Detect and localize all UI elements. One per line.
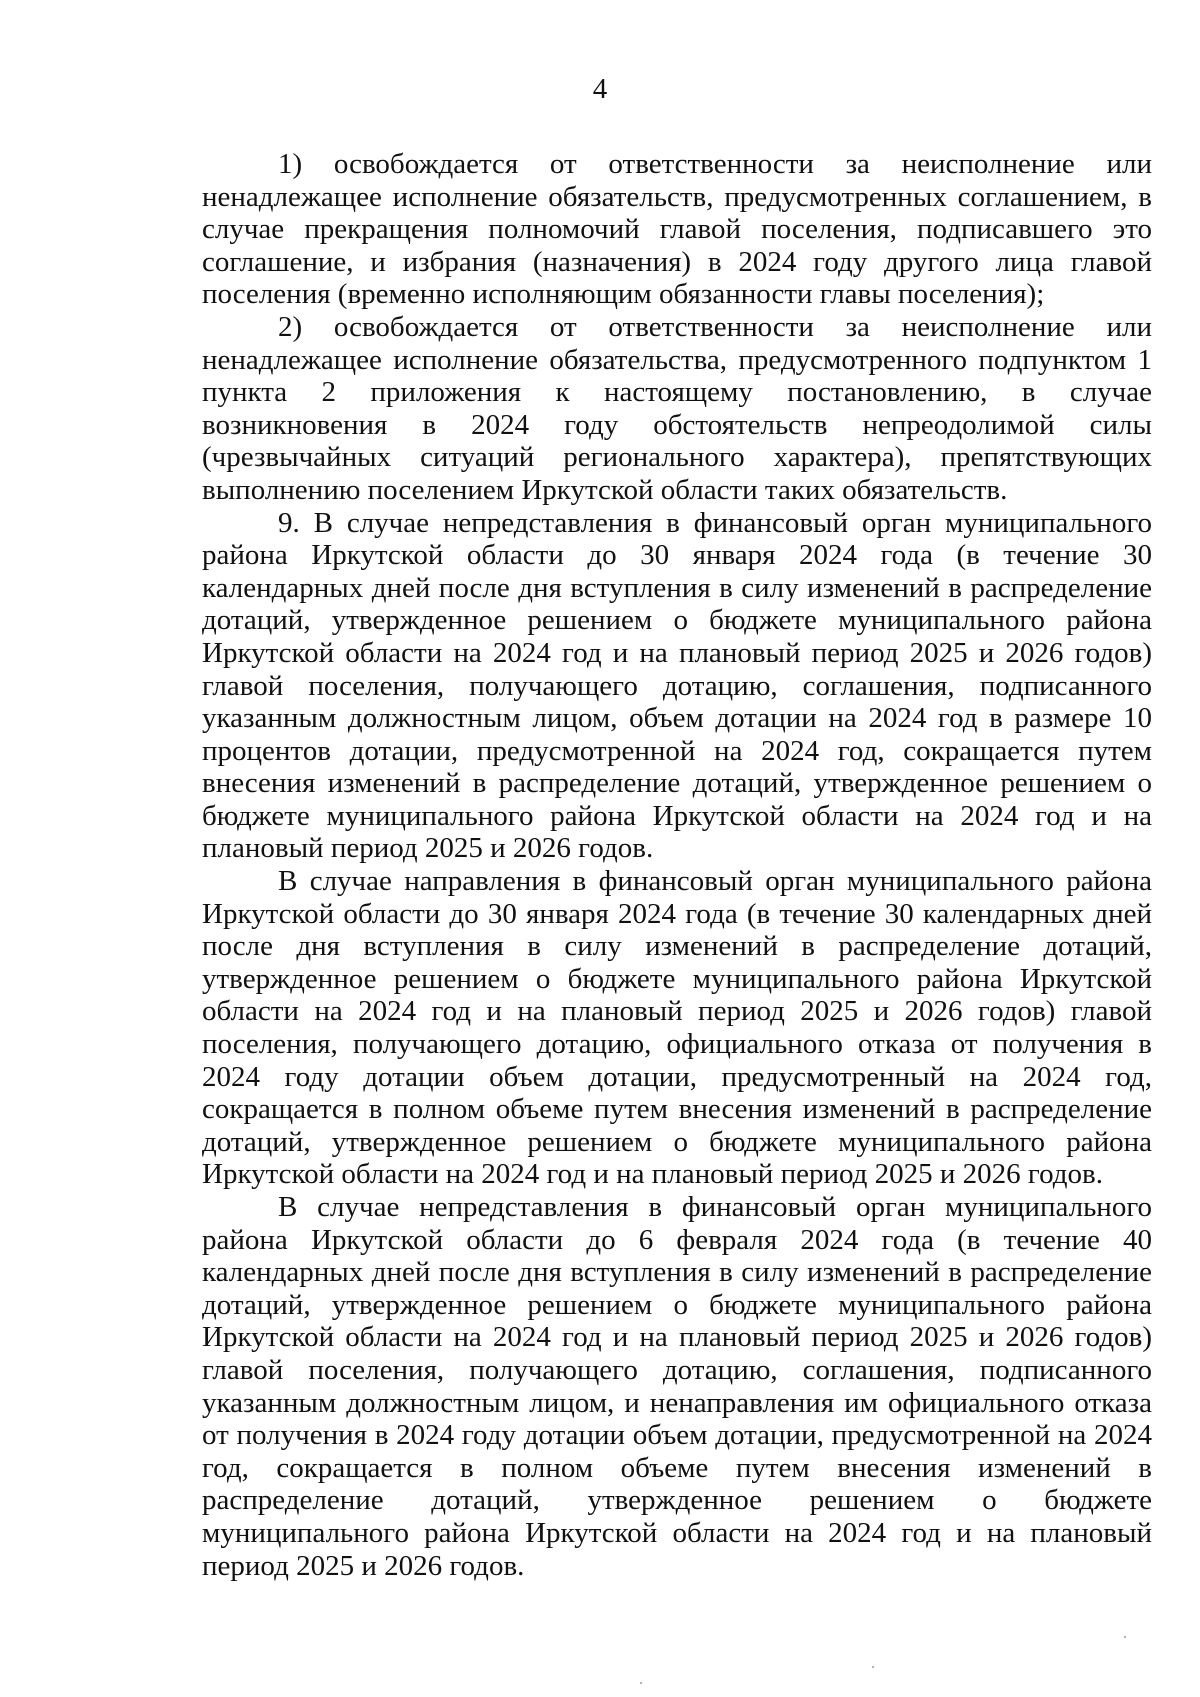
page-number: 4 bbox=[592, 73, 608, 105]
paragraph-non-submission-case: В случае непредставления в финансовый орган муниципального района Иркутской области до 6 февраля 2024 года (в течение 40 календарных дней после дня вступления в силу изменений в распределение дотаций, утвержденное решением о бюджете муниципального района Иркутской области на 2024 год и на плановый период 2025 и 2026 годов) главой поселения, получающего дотацию, соглашения, подписанного указанным должностным лицом, и ненаправления им официального отказа от получения в 2024 году дотации объем дотации, предусмотренной на 2024 год, сокращается в полном объеме путем внесения изменений в распределение дотаций, утвержденное решением о бюджете муниципального района Иркутской области на 2024 год и на плановый период 2025 и 2026 годов. bbox=[202, 1191, 1152, 1582]
paragraph-item-1: 1) освобождается от ответственности за неисполнение или ненадлежащее исполнение обязательств, предусмотренных соглашением, в случае прекращения полномочий главой поселения, подписавшего это соглашение, и избрания (назначения) в 2024 году другого лица главой поселения (временно исполняющим обязанности главы поселения); bbox=[202, 148, 1152, 311]
scan-speck bbox=[872, 1666, 874, 1668]
scan-speck bbox=[640, 1682, 642, 1684]
paragraph-refusal-case: В случае направления в финансовый орган муниципального района Иркутской области до 30 января 2024 года (в течение 30 календарных дней после дня вступления в силу изменений в распределение дотаций, утвержденное решением о бюджете муниципального района Иркутской области на 2024 год и на плановый период 2025 и 2026 годов) главой поселения, получающего дотацию, официального отказа от получения в 2024 году дотации объем дотации, предусмотренный на 2024 год, сокращается в полном объеме путем внесения изменений в распределение дотаций, утвержденное решением о бюджете муниципального района Иркутской области на 2024 год и на плановый период 2025 и 2026 годов. bbox=[202, 865, 1152, 1191]
paragraph-item-2: 2) освобождается от ответственности за неисполнение или ненадлежащее исполнение обязательства, предусмотренного подпунктом 1 пункта 2 приложения к настоящему постановлению, в случае возникновения в 2024 году обстоятельств непреодолимой силы (чрезвычайных ситуаций регионального характера), препятствующих выполнению поселением Иркутской области таких обязательств. bbox=[202, 310, 1152, 506]
paragraph-section-9: 9. В случае непредставления в финансовый орган муниципального района Иркутской области до 30 января 2024 года (в течение 30 календарных дней после дня вступления в силу изменений в распределение дотаций, утвержденное решением о бюджете муниципального района Иркутской области на 2024 год и на плановый период 2025 и 2026 годов) главой поселения, получающего дотацию, соглашения, подписанного указанным должностным лицом, объем дотации на 2024 год в размере 10 процентов дотации, предусмотренной на 2024 год, сокращается путем внесения изменений в распределение дотаций, утвержденное решением о бюджете муниципального района Иркутской области на 2024 год и на плановый период 2025 и 2026 годов. bbox=[202, 506, 1152, 865]
document-body bbox=[202, 148, 1152, 1582]
scan-speck bbox=[1124, 1636, 1126, 1638]
